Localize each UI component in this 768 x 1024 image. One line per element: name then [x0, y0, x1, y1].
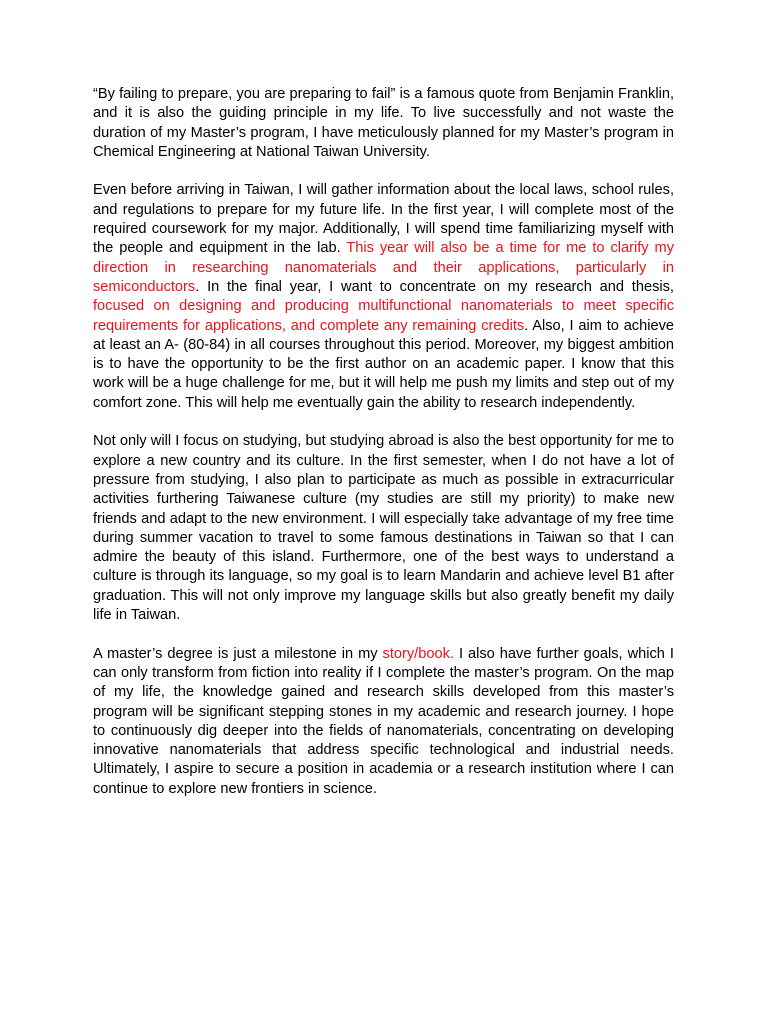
paragraph-text: Not only will I focus on studying, but studying abroad is also the best opportunity for me to explore a new country and its culture. In the first semester, when I do not have a lot of pressure from studying, I also plan to participate as much as possible in extracurricular activities furthering Taiwanese culture (my studies are still my priority) to make new friends and adapt to the new environment. I will especially take advantage of my free time during summer vacation to travel to some famous destinations in Taiwan so that I can admire the beauty of this island. Furthermore, one of the best ways to understand a culture is through its language, so my goal is to learn Mandarin and achieve level B1 after graduation. This will not only improve my language skills but also greatly benefit my daily life in Taiwan. — [93, 433, 674, 624]
paragraph-text: . In the final year, I want to concentrate on my research and thesis, — [195, 278, 674, 295]
document-body — [93, 85, 674, 818]
paragraph-study-plan — [93, 181, 674, 413]
paragraph-text: Even before arriving in Taiwan, I will gather information about the local laws, school rules, and regulations to prepare for my future life. In the first year, I will complete most of the required coursework for my major. Additionally, I will spend time familiarizing myself with the people and equipment in the lab. — [93, 182, 674, 257]
paragraph-text: A master’s degree is just a milestone in my — [93, 645, 383, 662]
paragraph-culture — [93, 432, 674, 625]
paragraph-text: . Also, I aim to achieve at least an A- (80-84) in all courses throughout this period. Moreover, my biggest ambition is to have the opportunity to be the first author on an academic paper. I know that this work will be a huge challenge for me, but it will help me push my limits and step out of my comfort zone. This will help me eventually gain the ability to research independently. — [93, 317, 674, 411]
paragraph-intro — [93, 85, 674, 162]
paragraph-future-goals — [93, 645, 674, 799]
highlighted-text: story/book. — [382, 645, 454, 662]
paragraph-text: I also have further goals, which I can only transform from fiction into reality if I complete the master’s program. On the map of my life, the knowledge gained and research skills developed from this master’s program will be significant stepping stones in my academic and research journey. I hope to continuously dig deeper into the fields of nanomaterials, concentrating on developing innovative nanomaterials that address specific technological and industrial needs. Ultimately, I aspire to secure a position in academia or a research institution where I can continue to explore new frontiers in science. — [93, 645, 674, 797]
highlighted-text: focused on designing and producing multifunctional nanomaterials to meet specific requirements for applications, and complete any remaining credits — [93, 298, 674, 334]
highlighted-text: This year will also be a time for me to clarify my direction in researching nanomaterials and their applications, particularly in semiconductors — [93, 240, 675, 295]
paragraph-text: “By failing to prepare, you are preparing to fail” is a famous quote from Benjamin Franklin, and it is also the guiding principle in my life. To live successfully and not waste the duration of my Master’s program, I have meticulously planned for my Master’s program in Chemical Engineering at National Taiwan University. — [93, 86, 674, 160]
